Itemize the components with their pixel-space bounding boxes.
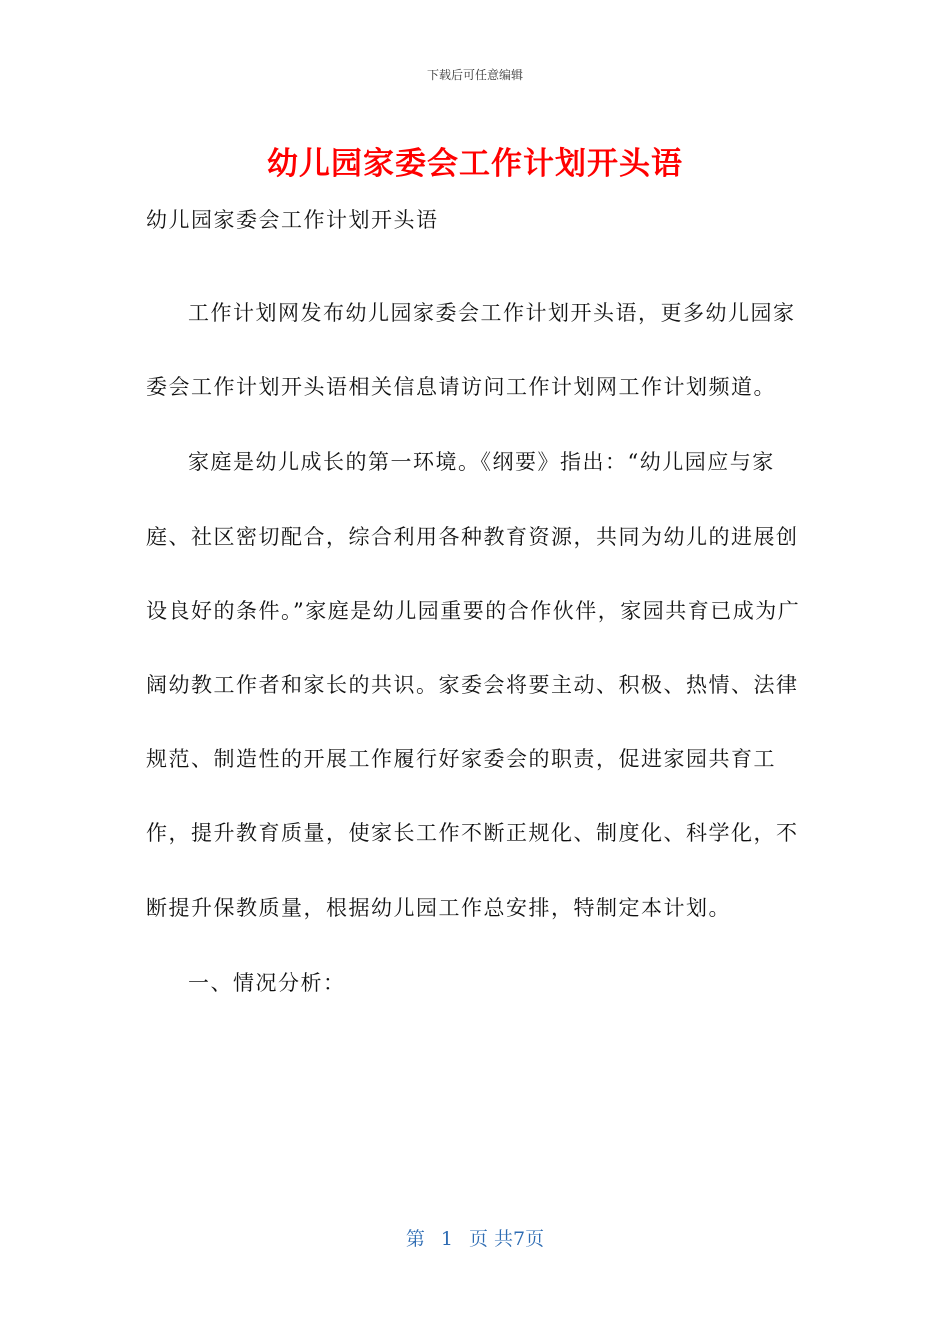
section-heading: 一、情况分析：	[188, 970, 346, 995]
footer-middle: 页 共	[468, 1228, 514, 1250]
paragraph-intro: 工作计划网发布幼儿园家委会工作计划开头语，更多幼儿园家委会工作计划开头语相关信息请访问工作计划网工作计划频道。	[146, 301, 796, 400]
document-title: 幼儿园家委会工作计划开头语	[267, 146, 683, 182]
document-body	[146, 276, 806, 1021]
footer-page-number: 1	[440, 1228, 453, 1250]
header-note: 下载后可任意编辑	[426, 68, 523, 82]
page-footer	[0, 1225, 950, 1253]
footer-prefix: 第	[405, 1228, 425, 1250]
paragraph-family: 家庭是幼儿成长的第一环境。《纲要》指出：“幼儿园应与家庭、社区密切配合，综合利用各种教育资源，共同为幼儿的进展创设良好的条件。”家庭是幼儿园重要的合作伙伴，家园共育已成为广阔幼教工作者和家长的共识。家委会将要主动、积极、热情、法律规范、制造性的开展工作履行好家委会的职责，促进家园共育工作，提升教育质量，使家长工作不断正规化、制度化、科学化，不断提升保教质量，根据幼儿园工作总安排，特制定本计划。	[146, 450, 801, 920]
document-subtitle: 幼儿园家委会工作计划开头语	[146, 208, 439, 232]
footer-page-total: 7	[513, 1228, 526, 1250]
footer-suffix: 页	[525, 1228, 545, 1250]
